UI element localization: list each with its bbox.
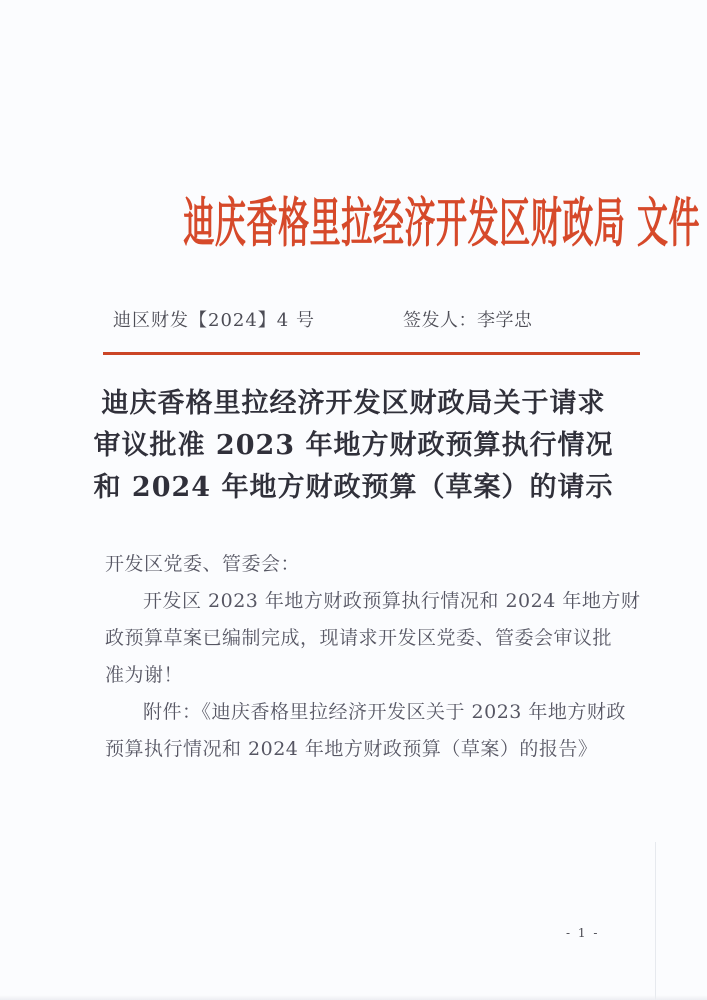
signer-name: 签发人：李学忠 [403,310,533,331]
salutation: 开发区党委、管委会： [105,553,301,575]
body-line: 开发区 2023 年地方财政预算执行情况和 2024 年地方财 [143,590,641,612]
document-body [105,546,641,768]
header-divider-rule [103,352,640,355]
document-number: 迪区财发【2024】4 号 [113,310,315,331]
page-number: - 1 - [566,926,600,940]
document-title-line-3: 和 2024 年地方财政预算（草案）的请示 [93,472,614,503]
page-edge-shadow-right [655,842,656,1000]
page-edge-shadow-bottom [0,995,707,1000]
document-title [0,383,707,509]
attachment-line: 附件：《迪庆香格里拉经济开发区关于 2023 年地方财政 [143,701,626,723]
body-line: 政预算草案已编制完成，现请求开发区党委、管委会审议批 [105,627,613,649]
document-title-line-2: 审议批准 2023 年地方财政预算执行情况 [93,430,614,461]
body-line: 准为谢！ [105,664,184,686]
document-title-line-1: 迪庆香格里拉经济开发区财政局关于请求 [101,388,606,419]
attachment-line: 预算执行情况和 2024 年地方财政预算（草案）的报告》 [105,738,598,760]
letterhead-org-title: 迪庆香格里拉经济开发区财政局 文件 [183,192,701,254]
document-letterhead [0,192,707,256]
